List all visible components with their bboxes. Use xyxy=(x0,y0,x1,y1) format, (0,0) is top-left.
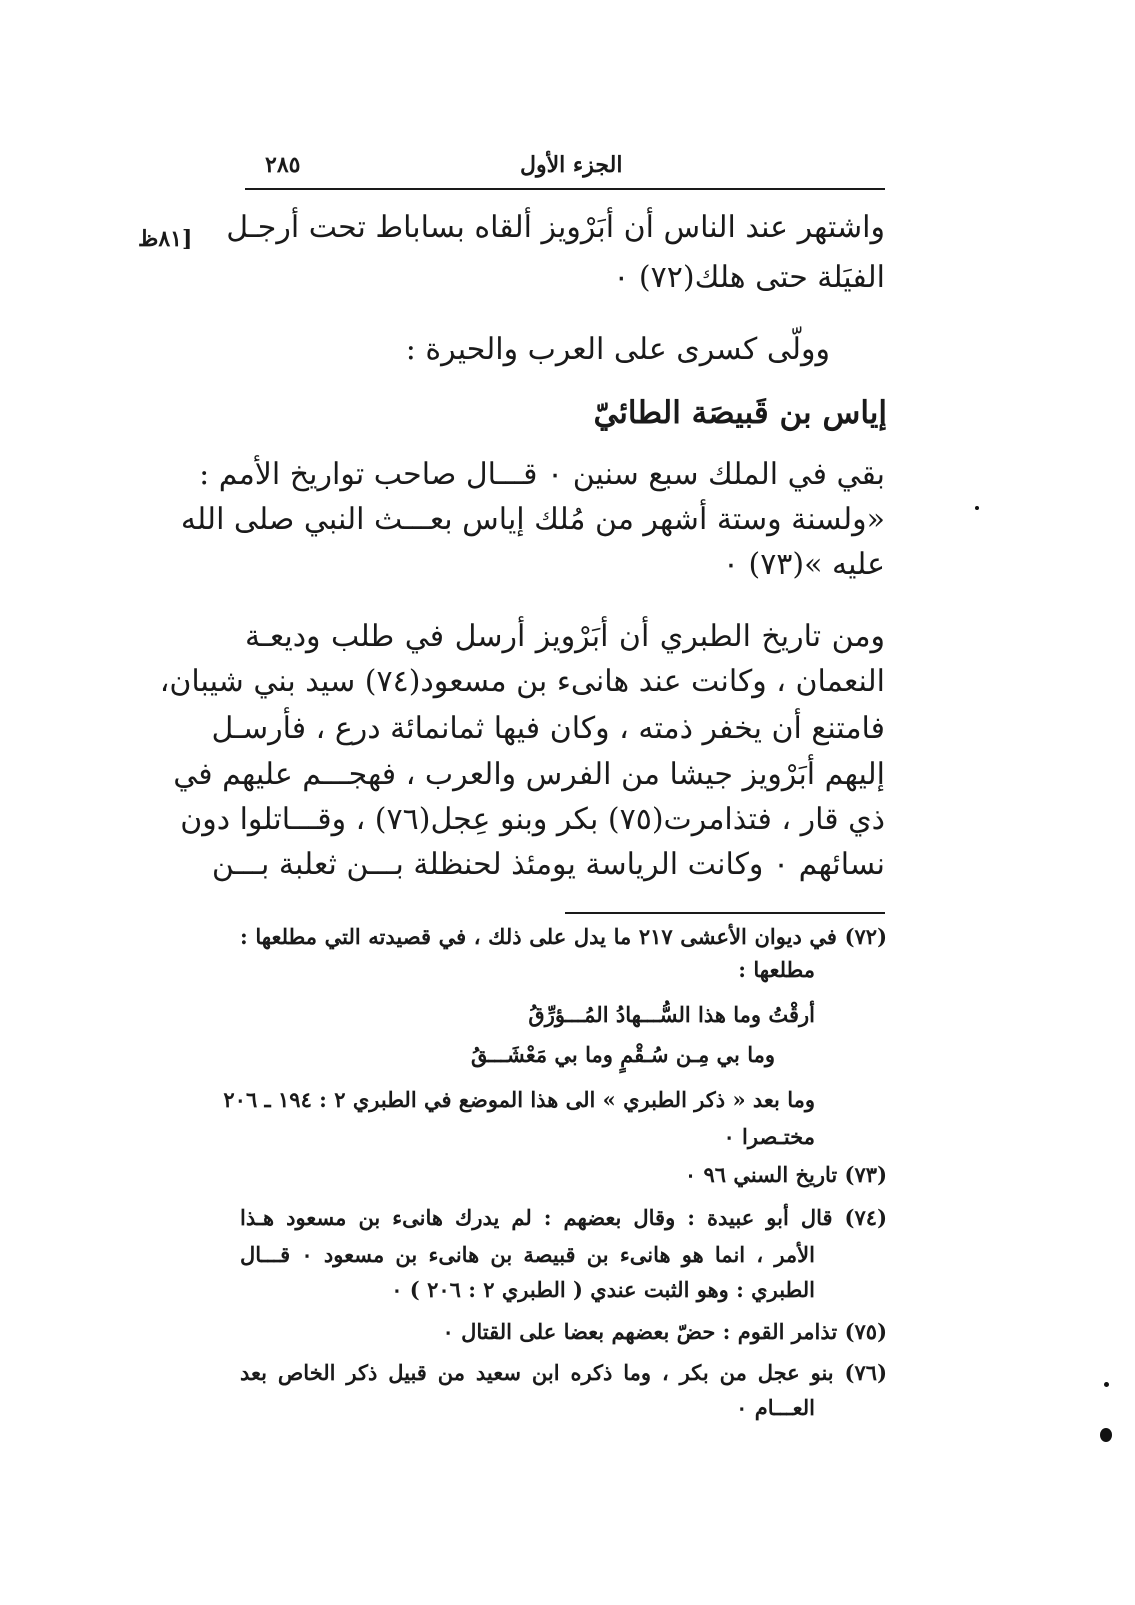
body-line-1: واشتهر عند الناس أن أبَرْويز ألقاه بساباط تحت أرجـل xyxy=(226,210,885,245)
footnote-72-line-4: مختـصرا ٠ xyxy=(723,1124,815,1149)
body-line-7: عليه »(٧٣) ٠ xyxy=(722,547,885,582)
running-title: الجزء الأول xyxy=(520,152,623,178)
footnote-74-line-2: الأمر ، انما هو هانىء بن قبيصة بن هانىء بن مسعود ٠ قـــال xyxy=(240,1242,815,1267)
footnote-73: (٧٣) تاريخ السني ٩٦ ٠ xyxy=(684,1162,887,1187)
body-line-5: بقي في الملك سبع سنين ٠ قـــال صاحب تواريخ الأمم : xyxy=(199,457,885,492)
body-line-11: إليهم أبَرْويز جيشا من الفرس والعرب ، فهجـــم عليهم في xyxy=(173,757,885,792)
footnote-76-line-2: العـــام ٠ xyxy=(736,1395,815,1420)
footnote-72-line-2: مطلعها : xyxy=(738,957,815,982)
scan-speck xyxy=(975,506,979,510)
section-heading: إياس بن قَبيصَة الطائيّ xyxy=(593,395,887,431)
footnote-75: (٧٥) تذامر القوم : حضّ بعضهم بعضا على القتال ٠ xyxy=(442,1319,887,1344)
footnote-74-line-1: (٧٤) قال أبو عبيدة : وقال بعضهم : لم يدرك هانىء بن مسعود هـذا xyxy=(240,1205,887,1230)
page-header xyxy=(245,152,885,190)
scan-speck xyxy=(1100,1428,1112,1442)
body-line-3: وولّى كسرى على العرب والحيرة : xyxy=(405,332,830,367)
footnote-72-line-1: (٧٢) في ديوان الأعشى ٢١٧ ما يدل على ذلك ، في قصيدته التي مطلعها : xyxy=(240,924,887,949)
footnote-76-line-1: (٧٦) بنو عجل من بكر ، وما ذكره ابن سعيد من قبيل ذكر الخاص بعد xyxy=(240,1360,887,1385)
body-line-6: «ولسنة وستة أشهر من مُلك إياس بعـــث النبي صلى الله xyxy=(180,502,885,537)
body-line-9: النعمان ، وكانت عند هانىء بن مسعود(٧٤) سيد بني شيبان، xyxy=(159,664,885,699)
footnote-72-line-3: وما بعد « ذكر الطبري » الى هذا الموضع في الطبري ٢ : ١٩٤ ـ ٢٠٦ xyxy=(223,1087,815,1112)
body-line-8: ومن تاريخ الطبري أن أبَرْويز أرسل في طلب وديعـة xyxy=(245,619,885,654)
body-line-12: ذي قار ، فتذامرت(٧٥) بكر وبنو عِجل(٧٦) ، وقـــاتلوا دون xyxy=(180,802,885,837)
footnote-72-verse-1: أرقْتُ وما هذا السُّـــهادُ المُـــؤرِّقُ xyxy=(528,1002,815,1027)
footnote-separator xyxy=(565,912,885,914)
body-line-13: نسائهم ٠ وكانت الرياسة يومئذ لحنظلة بـــن ثعلبة بـــن xyxy=(211,847,885,882)
footnote-72-verse-2: وما بي مِـن سُـقْمٍ وما بي مَعْشَـــقُ xyxy=(471,1042,775,1067)
folio-marker: [٨١ظ xyxy=(138,226,193,252)
page-number: ٢٨٥ xyxy=(265,152,301,178)
body-line-10: فامتنع أن يخفر ذمته ، وكان فيها ثمانمائة درع ، فأرسـل xyxy=(211,711,885,746)
footnote-74-line-3: الطبري : وهو الثبت عندي ( الطبري ٢ : ٢٠٦ ) ٠ xyxy=(391,1277,815,1302)
scan-speck xyxy=(1104,1382,1109,1387)
body-line-2: الفيَلة حتى هلك(٧٢) ٠ xyxy=(613,260,885,295)
